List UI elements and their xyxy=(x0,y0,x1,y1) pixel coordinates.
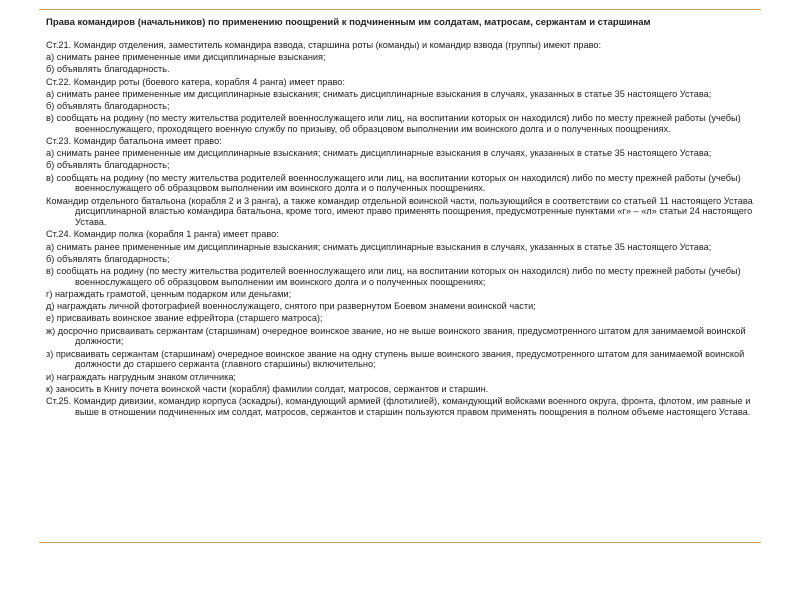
paragraph: б) объявлять благодарность; xyxy=(46,253,170,264)
paragraph: Ст.24. Командир полка (корабля 1 ранга) имеет право: xyxy=(46,229,279,240)
top-divider xyxy=(39,9,761,10)
paragraph: е) присваивать воинское звание ефрейтора (старшего матроса); xyxy=(46,313,323,324)
page-title: Права командиров (начальников) по применению поощрений к подчиненным им солдатам, матросам, сержантам и старшинам xyxy=(46,17,651,28)
paragraph: Ст.21. Командир отделения, заместитель командира взвода, старшина роты (команды) и командир взвода (группы) имеют право: xyxy=(46,40,602,50)
document-body xyxy=(46,17,760,419)
paragraph: а) снимать ранее примененные им дисциплинарные взыскания; снимать дисциплинарные взыскания в случаях, указанных в статье 35 настоящего Устава; xyxy=(46,88,712,99)
paragraph: в) сообщать на родину (по месту жительства родителей военнослужащего или лиц, на воспитании которых он находился) либо по месту прежней работы (учебы) военнослужащего об образцовом выполнении им воинского долга и о полученных поощрениях. xyxy=(46,172,741,194)
paragraph: Командир отдельного батальона (корабля 2 и 3 ранга), а также командир отдельной воинской части, пользующийся в соответствии со статьей 11 настоящего Устава дисциплинарной властью командира батальона, кроме того, имеют право применять поощрения, предусмотренные пунктами «г» – «л» статьи 24 настоящего Устава. xyxy=(46,195,753,228)
paragraph: д) награждать личной фотографией военнослужащего, снятого при развернутом Боевом знамени воинской части; xyxy=(46,301,536,312)
paragraph: ж) досрочно присваивать сержантам (старшинам) очередное воинское звание, но не выше воинского звания, предусмотренного штатом для занимаемой воинской должности; xyxy=(46,325,746,347)
paragraph: к) заносить в Книгу почета воинской части (корабля) фамилии солдат, матросов, сержантов и старшин. xyxy=(46,383,489,394)
paragraph: а) снимать ранее примененные им дисциплинарные взыскания; снимать дисциплинарные взыскания в случаях, указанных в статье 35 настоящего Устава; xyxy=(46,241,712,252)
paragraph: в) сообщать на родину (по месту жительства родителей военнослужащего или лиц, на воспитании которых он находился) либо по месту прежней работы (учебы) военнослужащего об образцовом выполнении им воинского долга и о полученных поощрениях; xyxy=(46,266,741,287)
article-list xyxy=(46,40,760,417)
paragraph: г) награждать грамотой, ценным подарком или деньгами; xyxy=(46,288,292,299)
bottom-divider xyxy=(39,542,761,543)
paragraph: Ст.22. Командир роты (боевого катера, корабля 4 ранга) имеет право: xyxy=(46,76,345,87)
paragraph: з) присваивать сержантам (старшинам) очередное воинское звание на одну ступень выше воинского звания, предусмотренного штатом для занимаемой воинской должности до старшего сержанта (главного старшины) включительно; xyxy=(46,348,745,370)
paragraph: а) снимать ранее примененные ими дисциплинарные взыскания; xyxy=(46,52,326,63)
paragraph: Ст.23. Командир батальона имеет право: xyxy=(46,136,222,147)
paragraph: Ст.25. Командир дивизии, командир корпуса (эскадры), командующий армией (флотилией), командующий войсками военного округа, фронта, флотом, им равные и выше в отношении подчиненных им солдат, матросов, сержантов и старшин пользуются правом применять поощрения в полном объеме настоящего Устава. xyxy=(46,395,751,417)
paragraph: в) сообщать на родину (по месту жительства родителей военнослужащего или лиц, на воспитании которых он находился) либо по месту прежней работы (учебы) военнослужащего, проходящего военную службу по призыву, об образцовом выполнении им воинского долга и о полученных поощрениях. xyxy=(46,113,741,134)
paragraph: и) награждать нагрудным знаком отличника; xyxy=(46,371,236,382)
paragraph: б) объявлять благодарность; xyxy=(46,160,170,171)
paragraph: а) снимать ранее примененные им дисциплинарные взыскания; снимать дисциплинарные взыскания в случаях, указанных в статье 35 настоящего Устава; xyxy=(46,148,712,159)
paragraph: б) объявлять благодарность. xyxy=(46,64,170,75)
paragraph: б) объявлять благодарность; xyxy=(46,100,170,111)
